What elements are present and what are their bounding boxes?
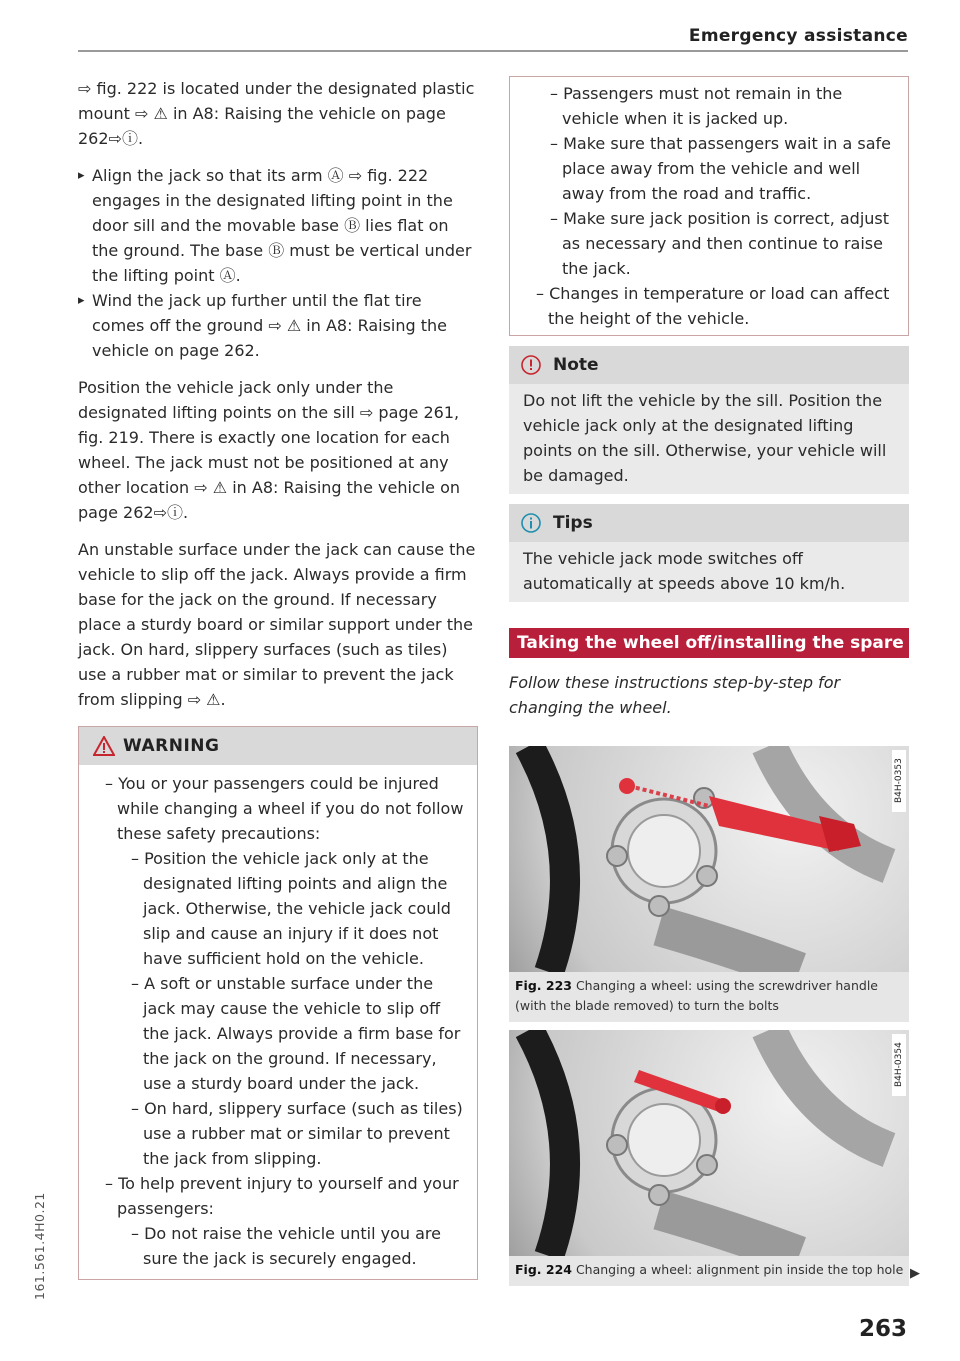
- paragraph-jack-location: ⇨ fig. 222 is located under the designated plastic mount ⇨ ⚠ in A8: Raising the vehicle on page 262⇨ⓘ.: [78, 79, 475, 148]
- info-circle-icon: [521, 513, 541, 533]
- warning-item: – Make sure jack position is correct, adjust as necessary and then continue to raise the jack.: [550, 209, 890, 278]
- wheel-bolt-illustration: [509, 746, 909, 972]
- step-wind-jack: ▸ Wind the jack up further until the flat tire comes off the ground ⇨ ⚠ in A8: Raising the vehicle on page 262.: [78, 288, 478, 363]
- page-number: 263: [858, 1316, 907, 1342]
- section-intro: Follow these instructions step-by-step for changing the wheel.: [509, 673, 841, 717]
- figure-caption: [509, 972, 909, 1022]
- right-column: [509, 76, 909, 1286]
- warning-item: – Changes in temperature or load can affect the height of the vehicle.: [536, 284, 890, 328]
- figure-224: [509, 1030, 909, 1286]
- warning-item: – Do not raise the vehicle until you are sure the jack is securely engaged.: [131, 1224, 441, 1268]
- warning-item: – Passengers must not remain in the vehicle when it is jacked up.: [550, 84, 843, 128]
- warning-triangle-icon: [93, 736, 115, 756]
- warning-box: [78, 726, 478, 1280]
- warning-header: [79, 727, 477, 765]
- document-code: 161.561.4H0.21: [32, 1192, 47, 1300]
- tips-box: [509, 504, 909, 602]
- wheel-alignment-pin-icon: [509, 1030, 909, 1256]
- note-box: [509, 346, 909, 494]
- note-header: [509, 346, 909, 384]
- wheel-screwdriver-icon: [509, 746, 909, 972]
- section-title: Taking the wheel off/installing the spare: [509, 628, 909, 658]
- warning-item: – Make sure that passengers wait in a safe place away from the vehicle and well away from the road and traffic.: [550, 134, 892, 203]
- figure-caption-text: Changing a wheel: alignment pin inside the top hole: [575, 1262, 904, 1277]
- figure-caption-text: Changing a wheel: using the screwdriver handle (with the blade removed) to turn the bolts: [515, 978, 878, 1013]
- image-code: B4H-0354: [892, 1034, 906, 1096]
- note-body: Do not lift the vehicle by the sill. Position the vehicle jack only at the designated lifting points on the sill. Otherwise, your vehicle will be damaged.: [523, 391, 887, 485]
- warning-heading: WARNING: [123, 735, 220, 756]
- tips-heading: Tips: [553, 512, 593, 533]
- tips-header: [509, 504, 909, 542]
- left-column: [78, 76, 478, 1280]
- figure-label: Fig. 223: [515, 978, 572, 993]
- warning-body: [79, 765, 477, 1279]
- warning-item: – A soft or unstable surface under the jack may cause the vehicle to slip off the jack. Always provide a firm base for the jack on the ground. If necessary, use a sturdy board under the jack.: [131, 974, 461, 1093]
- figure-223: [509, 746, 909, 1022]
- warning-item: – You or your passengers could be injured while changing a wheel if you do not follow these safety precautions:: [105, 774, 464, 843]
- alignment-pin-illustration: [509, 1030, 909, 1256]
- warning-item: – On hard, slippery surface (such as tiles) use a rubber mat or similar to prevent the jack from slipping.: [131, 1099, 463, 1168]
- tips-body: The vehicle jack mode switches off automatically at speeds above 10 km/h.: [523, 549, 846, 593]
- step-align-jack: ▸ Align the jack so that its arm Ⓐ ⇨ fig. 222 engages in the designated lifting point in the door sill and the movable base Ⓑ lies flat on the ground. The base Ⓑ must be vertical under the lifting point Ⓐ.: [78, 163, 478, 288]
- warning-item: – To help prevent injury to yourself and your passengers:: [105, 1174, 459, 1218]
- paragraph-unstable-surface: An unstable surface under the jack can cause the vehicle to slip off the jack. Always provide a firm base for the jack on the ground. If necessary place a sturdy board or similar support under the jack. On hard, slippery surfaces (such as tiles) use a rubber mat or similar to prevent the jack from slipping ⇨ ⚠.: [78, 540, 476, 709]
- next-page-arrow-icon: ▶: [910, 1266, 920, 1281]
- warning-item: – Position the vehicle jack only at the designated lifting points and align the jack. Otherwise, the vehicle jack could slip and cause an injury if it does not have sufficient hold on the vehicle.: [131, 849, 451, 968]
- warning-continuation-box: [509, 76, 909, 336]
- figure-label: Fig. 224: [515, 1262, 572, 1277]
- paragraph-position-jack: Position the vehicle jack only under the designated lifting points on the sill ⇨ page 261, fig. 219. There is exactly one location for each wheel. The jack must not be positioned at any other location ⇨ ⚠ in A8: Raising the vehicle on page 262⇨ⓘ.: [78, 378, 460, 522]
- figure-caption: [509, 1256, 909, 1286]
- image-code: B4H-0353: [892, 750, 906, 812]
- note-heading: Note: [553, 354, 599, 375]
- header-rule: [78, 50, 908, 52]
- running-header: Emergency assistance: [688, 26, 908, 46]
- exclamation-circle-icon: [521, 355, 541, 375]
